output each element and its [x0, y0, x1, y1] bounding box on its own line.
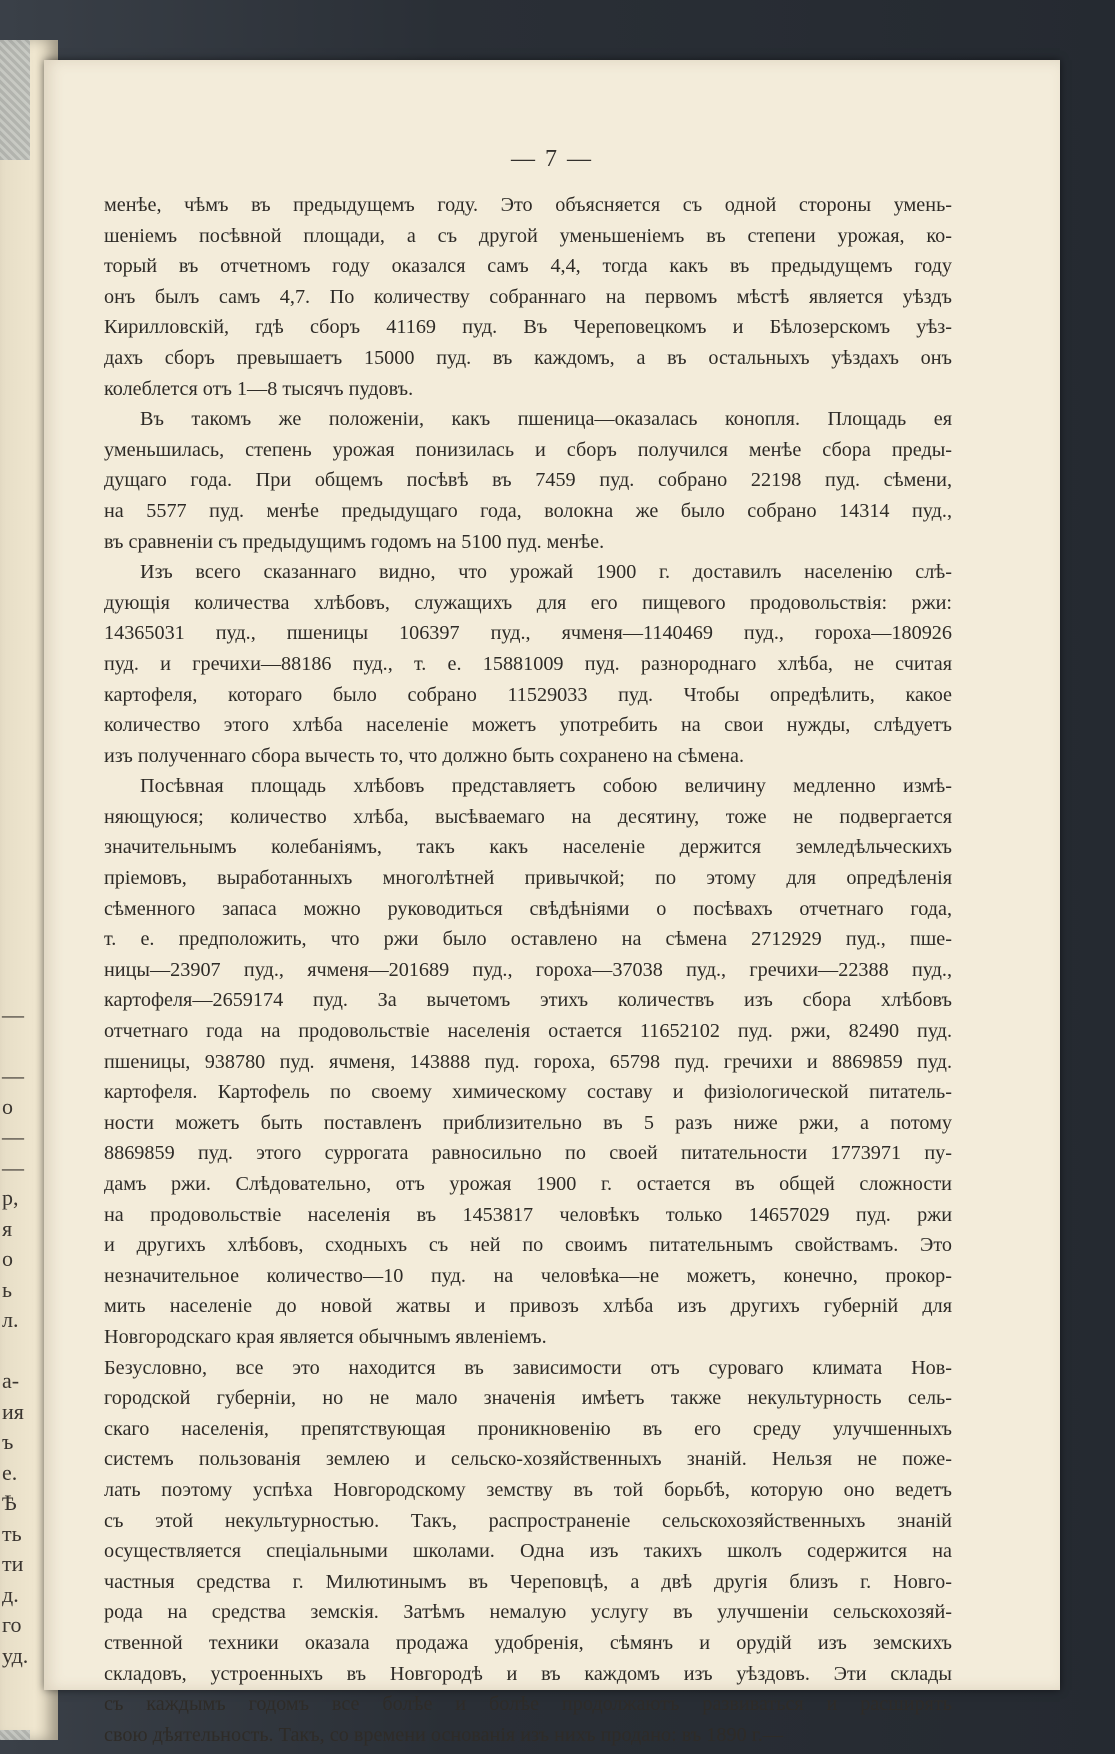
text-line: дующія количества хлѣбовъ, служащихъ для его пищевого продовольствія: ржи: [104, 591, 952, 614]
text-line: осуществляется спеціальными школами. Одна изъ такихъ школъ содержится на [104, 1540, 952, 1563]
text-line: значительнымъ колебаніямъ, такъ какъ населеніе держится земледѣльческихъ [104, 836, 952, 859]
page-number: — 7 — [511, 146, 593, 172]
text-line: Новгородскаго края является обычнымъ явленіемъ. [104, 1325, 547, 1348]
text-line: пшеницы, 938780 пуд. ячменя, 143888 пуд. гороха, 65798 пуд. гречихи и 8869859 пуд. [104, 1050, 952, 1073]
body-text [104, 190, 952, 1750]
binding-tape-bottom [0, 1730, 30, 1740]
text-line: пріемовъ, выработанныхъ многолѣтней привычкой; по этому для опредѣленія [104, 867, 952, 890]
text-line: колеблется отъ 1—8 тысячъ пудовъ. [104, 377, 414, 400]
text-line: изъ полученнаго сбора вычесть то, что должно быть сохранено на сѣмена. [104, 744, 744, 767]
text-line: дущаго года. При общемъ посѣвѣ въ 7459 пуд. собрано 22198 пуд. сѣмени, [104, 469, 952, 492]
text-line: картофеля—2659174 пуд. За вычетомъ этихъ количествъ изъ сбора хлѣбовъ [104, 989, 952, 1012]
text-line: свою дѣятельность. Такъ, со времени основанія изъ нихъ продано: въ 1890 г.— [104, 1723, 783, 1746]
text-line: ственной техники оказала продажа удобренія, сѣмянъ и орудій изъ земскихъ [104, 1631, 952, 1654]
text-line: лать поэтому успѣха Новгородскому земству въ той борьбѣ, которую оно ведетъ [104, 1478, 952, 1501]
text-line: картофеля. Картофель по своему химическому составу и физіологической питатель- [104, 1081, 952, 1104]
paragraph-5 [104, 1353, 952, 1751]
text-line: на 5577 пуд. менѣе предыдущаго года, волокна же было собрано 14314 пуд., [104, 499, 952, 522]
text-line: менѣе, чѣмъ въ предыдущемъ году. Это объясняется съ одной стороны умень- [104, 194, 952, 216]
text-line: сѣменного запаса можно руководиться свѣдѣніями о посѣвахъ отчетнаго года, [104, 897, 952, 920]
left-page-edge-text: — — o — — р, я о ь л. а- ия ъ е. Ѣ ть ти д. го уд. [2, 1002, 29, 1668]
text-line: количество этого хлѣба населеніе можетъ употребить на свои нужды, слѣдуетъ [104, 714, 952, 737]
text-line: отчетнаго года на продовольствіе населенія остается 11652102 пуд. ржи, 82490 пуд. [104, 1020, 952, 1043]
text-line: складовъ, устроенныхъ въ Новгородѣ и въ каждомъ изъ уѣздовъ. Эти склады [104, 1662, 952, 1685]
paragraph-2 [104, 404, 952, 557]
text-line: городской губерніи, но не мало значенія имѣетъ также некультурность сель- [104, 1387, 952, 1410]
text-line: картофеля, котораго было собрано 11529033 пуд. Чтобы опредѣлить, какое [104, 683, 952, 706]
text-line: 14365031 пуд., пшеницы 106397 пуд., ячменя—1140469 пуд., гороха—180926 [104, 622, 952, 645]
text-line: мить населеніе до новой жатвы и привозъ хлѣба изъ другихъ губерній для [104, 1295, 952, 1318]
text-line: т. е. предположить, что ржи было оставлено на сѣмена 2712929 пуд., пше- [104, 928, 952, 951]
text-line: съ этой некультурностью. Такъ, распространеніе сельскохозяйственныхъ знаній [104, 1509, 952, 1532]
document-page [44, 60, 1060, 1746]
text-line: системъ пользованія землею и сельско-хозяйственныхъ знаній. Нельзя не поже- [104, 1448, 952, 1471]
text-line: дахъ сборъ превышаетъ 15000 пуд. въ каждомъ, а въ остальныхъ уѣздахъ онъ [104, 346, 952, 369]
text-line: частныя средства г. Милютинымъ въ Череповцѣ, а двѣ другія близъ г. Новго- [104, 1570, 952, 1593]
text-line: Безусловно, все это находится въ зависимости отъ суроваго климата Нов- [104, 1356, 952, 1379]
text-line: и другихъ хлѣбовъ, сходныхъ съ ней по своимъ питательнымъ свойствамъ. Это [104, 1234, 952, 1257]
text-line: торый въ отчетномъ году оказался самъ 4,4, тогда какъ въ предыдущемъ году [104, 255, 952, 278]
text-line: въ сравненіи съ предыдущимъ годомъ на 5100 пуд. менѣе. [104, 530, 605, 553]
text-line: няющуюся; количество хлѣба, высѣваемаго на десятину, тоже не подвергается [104, 805, 952, 828]
text-line: рода на средства земскія. Затѣмъ немалую услугу въ улучшеніи сельскохозяй- [104, 1601, 952, 1624]
text-line: онъ былъ самъ 4,7. По количеству собраннаго на первомъ мѣстѣ является уѣздъ [104, 285, 952, 308]
paragraph-4 [104, 771, 952, 1352]
text-line: ницы—23907 пуд., ячменя—201689 пуд., гороха—37038 пуд., гречихи—22388 пуд., [104, 958, 952, 981]
text-line: Въ такомъ же положеніи, какъ пшеница—оказалась конопля. Площадь ея [140, 408, 952, 431]
text-line: пуд. и гречихи—88186 пуд., т. е. 15881009 пуд. разнороднаго хлѣба, не считая [104, 652, 952, 675]
paragraph-1 [104, 190, 952, 404]
text-line: незначительное количество—10 пуд. на человѣка—не можетъ, конечно, прокор- [104, 1264, 952, 1287]
text-line: 8869859 пуд. этого суррогата равносильно по своей питательности 1773971 пу- [104, 1142, 952, 1165]
text-line: Кирилловскій, гдѣ сборъ 41169 пуд. Въ Череповецкомъ и Бѣлозерскомъ уѣз- [104, 316, 952, 339]
binding-tape-top [0, 40, 30, 160]
text-line: съ каждымъ годомъ все болѣе и болѣе продолжаютъ развиваться и расширять [104, 1693, 952, 1716]
text-line: Посѣвная площадь хлѣбовъ представляетъ собою величину медленно измѣ- [140, 775, 952, 798]
text-line: скаго населенія, препятствующая проникновенію въ его среду улучшенныхъ [104, 1417, 952, 1440]
text-line: дамъ ржи. Слѣдовательно, отъ урожая 1900 г. остается въ общей сложности [104, 1173, 952, 1195]
text-line: Изъ всего сказаннаго видно, что урожай 1900 г. доставилъ населенію слѣ- [140, 561, 952, 584]
text-line: шеніемъ посѣвной площади, а съ другой уменьшеніемъ въ степени урожая, ко- [104, 224, 952, 247]
text-line: уменьшилась, степень урожая понизилась и сборъ получился менѣе сбора преды- [104, 438, 952, 461]
text-line: на продовольствіе населенія въ 1453817 человѣкъ только 14657029 пуд. ржи [104, 1203, 952, 1226]
paragraph-3 [104, 557, 952, 771]
text-line: ности можетъ быть поставленъ приблизительно въ 5 разъ ниже ржи, а потому [104, 1111, 952, 1134]
